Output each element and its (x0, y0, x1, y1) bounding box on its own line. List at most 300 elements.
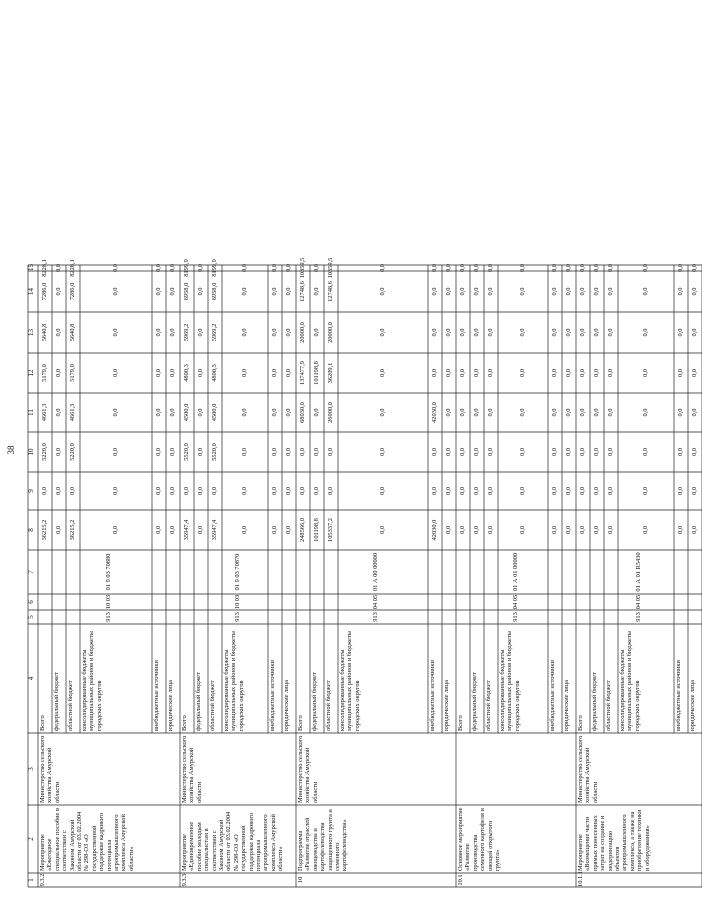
amount-cell: 0,0 (211, 487, 219, 495)
amount-cell: 0,0 (285, 287, 293, 296)
section-code: 10 03 (105, 594, 113, 610)
amount-cell: 35947,4 (211, 519, 219, 541)
amount-cell: 6958,0 (183, 282, 191, 301)
amount-cell: 0,0 (565, 369, 573, 377)
amount-cell: 0,0 (197, 328, 205, 337)
funding-source-label: Всего (297, 715, 304, 731)
funding-source-label: областной бюджет (67, 680, 74, 731)
amount-cell: 0,0 (607, 448, 615, 456)
column-number-1: 1 (27, 878, 35, 882)
amount-cell: 0,0 (445, 526, 453, 534)
amount-cell: 8199,9 (211, 259, 219, 277)
amount-cell: 0,0 (579, 264, 587, 272)
amount-cell: 0,0 (197, 408, 205, 417)
amount-cell: 7286,0 (41, 282, 49, 301)
amount-cell: 0,0 (445, 408, 453, 417)
amount-cell: 0,0 (55, 369, 63, 377)
measure-name: Мероприятие «Возмещение части прямых понесенных затрат на создание и модернизацию объектов агропромышленного комплекса, а также на приобретение техники и оборудования» (577, 809, 651, 871)
amount-cell: 0,0 (607, 526, 615, 534)
amount-cell: 0,0 (642, 448, 650, 456)
amount-cell: 0,0 (55, 448, 63, 456)
target-item-code: 01 9 03 70880 (105, 553, 113, 591)
amount-cell: 0,0 (459, 448, 467, 456)
section-code: 04 05 (635, 594, 643, 610)
amount-cell: 0,0 (112, 369, 120, 377)
amount-cell: 0,0 (379, 448, 387, 456)
amount-cell: 0,0 (691, 287, 699, 296)
amount-cell: 0,0 (241, 408, 249, 417)
executor: Министерство сельского хозяйства Амурской области (577, 735, 599, 803)
amount-cell: 0,0 (327, 487, 335, 495)
amount-cell: 0,0 (431, 328, 439, 337)
funding-source-label: внебюджетные источники (269, 660, 276, 731)
amount-cell: 0,0 (271, 369, 279, 377)
column-number-10: 10 (27, 448, 35, 456)
funding-source-label: юридические лица (689, 680, 696, 731)
amount-cell: 0,0 (55, 264, 63, 272)
amount-cell: 0,0 (55, 328, 63, 337)
row-number: 9.3.3 (181, 873, 188, 887)
funding-source-label: федеральный бюджет (311, 672, 318, 731)
amount-cell: 0,0 (551, 369, 559, 377)
amount-cell: 0,0 (459, 328, 467, 337)
amount-cell: 0,0 (285, 328, 293, 337)
amount-cell: 0,0 (473, 487, 481, 495)
amount-cell: 0,0 (473, 264, 481, 272)
amount-cell: 0,0 (112, 487, 120, 495)
amount-cell: 0,0 (445, 287, 453, 296)
target-item-code: 01 9 03 70870 (234, 553, 242, 591)
amount-cell: 0,0 (271, 526, 279, 534)
amount-cell: 101198,8 (313, 518, 321, 542)
column-number-5: 5 (27, 615, 35, 619)
amount-cell: 0,0 (565, 287, 573, 296)
amount-cell: 0,0 (551, 408, 559, 417)
amount-cell: 0,0 (551, 264, 559, 272)
amount-cell: 0,0 (691, 487, 699, 495)
amount-cell: 0,0 (155, 487, 163, 495)
amount-cell: 0,0 (155, 264, 163, 272)
amount-cell: 0,0 (519, 448, 527, 456)
amount-cell: 0,0 (55, 287, 63, 296)
amount-cell: 5220,0 (69, 443, 77, 461)
amount-cell: 0,0 (459, 487, 467, 495)
amount-cell: 0,0 (607, 264, 615, 272)
amount-cell: 0,0 (519, 526, 527, 534)
amount-cell: 0,0 (487, 448, 495, 456)
amount-cell: 0,0 (607, 369, 615, 377)
column-number-11: 11 (27, 409, 35, 416)
grbs-code: 913 (372, 612, 380, 622)
amount-cell: 0,0 (155, 526, 163, 534)
amount-cell: 105337,2 (327, 518, 335, 542)
amount-cell: 0,0 (431, 448, 439, 456)
amount-cell: 0,0 (197, 448, 205, 456)
amount-cell: 0,0 (285, 526, 293, 534)
amount-cell: 0,0 (473, 526, 481, 534)
amount-cell: 0,0 (642, 264, 650, 272)
row-number: 10.1 (457, 874, 464, 886)
amount-cell: 101198,8 (313, 361, 321, 385)
amount-cell: 0,0 (169, 448, 177, 456)
amount-cell: 0,0 (593, 408, 601, 417)
amount-cell: 0,0 (691, 328, 699, 337)
funding-source-label: консолидированные бюджеты муниципальных районов и бюджеты городских округов (339, 631, 361, 731)
funding-source-label: консолидированные бюджеты муниципальных районов и бюджеты городских округов (81, 631, 103, 731)
amount-cell: 0,0 (445, 487, 453, 495)
amount-cell: 0,0 (241, 369, 249, 377)
funding-source-label: внебюджетные источники (549, 660, 556, 731)
funding-source-label: консолидированные бюджеты муниципальных районов и бюджеты городских округов (499, 631, 521, 731)
amount-cell: 0,0 (241, 264, 249, 272)
amount-cell: 0,0 (112, 526, 120, 534)
amount-cell: 0,0 (155, 287, 163, 296)
measure-name: Мероприятие «Ежегодное специальное пособие в соответствии с Законом Амурской области от 03.02.2004 № 298-ОЗ «О государственной поддержке кадрового потенциала агропромышленного комплекса Амурской области» (39, 808, 135, 871)
amount-cell: 20000,0 (327, 322, 335, 343)
amount-cell: 0,0 (487, 328, 495, 337)
amount-cell: 0,0 (169, 487, 177, 495)
funding-source-label: областной бюджет (605, 680, 612, 731)
amount-cell: 0,0 (607, 287, 615, 296)
amount-cell: 0,0 (197, 264, 205, 272)
column-number-14: 14 (27, 288, 35, 295)
funding-source-label: областной бюджет (485, 680, 492, 731)
amount-cell: 0,0 (313, 487, 321, 495)
funding-source-label: областной бюджет (209, 680, 216, 731)
funding-source-label: Всего (39, 715, 46, 731)
amount-cell: 0,0 (379, 328, 387, 337)
amount-cell: 0,0 (593, 487, 601, 495)
amount-cell: 0,0 (677, 526, 685, 534)
amount-cell: 5520,0 (211, 443, 219, 461)
amount-cell: 0,0 (112, 264, 120, 272)
amount-cell: 0,0 (431, 287, 439, 296)
funding-source-label: областной бюджет (325, 680, 332, 731)
amount-cell: 0,0 (271, 264, 279, 272)
amount-cell: 0,0 (487, 369, 495, 377)
row-number: 10 (297, 876, 304, 884)
amount-cell: 0,0 (155, 448, 163, 456)
amount-cell: 0,0 (579, 328, 587, 337)
amount-cell: 0,0 (473, 287, 481, 296)
target-item-code: 01 А 01 R5430 (635, 552, 643, 592)
amount-cell: 0,0 (593, 328, 601, 337)
amount-cell: 0,0 (519, 369, 527, 377)
amount-cell: 0,0 (241, 487, 249, 495)
amount-cell: 0,0 (285, 448, 293, 456)
amount-cell: 0,0 (169, 408, 177, 417)
amount-cell: 0,0 (241, 526, 249, 534)
amount-cell: 0,0 (677, 408, 685, 417)
amount-cell: 0,0 (271, 487, 279, 495)
amount-cell: 0,0 (379, 408, 387, 417)
amount-cell: 0,0 (565, 328, 573, 337)
amount-cell: 0,0 (579, 487, 587, 495)
amount-cell: 0,0 (579, 287, 587, 296)
page-number: 38 (6, 445, 16, 455)
amount-cell: 0,0 (183, 487, 191, 495)
funding-source-label: федеральный бюджет (471, 672, 478, 731)
amount-cell: 0,0 (579, 408, 587, 417)
column-number-12: 12 (27, 369, 35, 377)
amount-cell: 0,0 (112, 408, 120, 417)
amount-cell: 0,0 (519, 408, 527, 417)
amount-cell: 0,0 (473, 448, 481, 456)
amount-cell: 0,0 (285, 264, 293, 272)
amount-cell: 0,0 (677, 448, 685, 456)
amount-cell: 0,0 (285, 408, 293, 417)
amount-cell: 0,0 (487, 287, 495, 296)
grbs-code: 913 (635, 612, 643, 622)
target-item-code: 01 А 00 00000 (372, 552, 380, 592)
amount-cell: 0,0 (197, 487, 205, 495)
amount-cell: 0,0 (112, 287, 120, 296)
column-number-3: 3 (27, 767, 35, 771)
funding-source-label: федеральный бюджет (591, 672, 598, 731)
amount-cell: 0,0 (642, 287, 650, 296)
amount-cell: 0,0 (691, 448, 699, 456)
funding-source-label: юридические лица (563, 680, 570, 731)
funding-source-label: юридические лица (167, 680, 174, 731)
amount-cell: 0,0 (379, 287, 387, 296)
amount-cell: 0,0 (593, 287, 601, 296)
funding-source-label: консолидированные бюджеты муниципальных районов и бюджеты городских округов (223, 631, 245, 731)
amount-cell: 0,0 (379, 264, 387, 272)
funding-source-label: внебюджетные источники (675, 660, 682, 731)
column-number-2: 2 (27, 837, 35, 841)
amount-cell: 36215,2 (41, 519, 49, 541)
amount-cell: 0,0 (197, 369, 205, 377)
amount-cell: 0,0 (445, 369, 453, 377)
amount-cell: 0,0 (299, 448, 307, 456)
amount-cell: 0,0 (677, 487, 685, 495)
amount-cell: 7286,0 (69, 282, 77, 301)
amount-cell: 0,0 (285, 487, 293, 495)
funding-source-label: юридические лица (443, 680, 450, 731)
executor: Министерство сельского хозяйства Амурской области (39, 735, 61, 803)
row-number: 9.3.2 (39, 873, 46, 887)
grbs-code: 913 (234, 612, 242, 622)
amount-cell: 4500,0 (211, 403, 219, 422)
amount-cell: 0,0 (607, 328, 615, 337)
amount-cell: 0,0 (431, 369, 439, 377)
amount-cell: 0,0 (487, 408, 495, 417)
amount-cell: 0,0 (607, 487, 615, 495)
funding-source-label: Всего (457, 715, 464, 731)
amount-cell: 0,0 (459, 287, 467, 296)
amount-cell: 0,0 (431, 487, 439, 495)
amount-cell: 0,0 (519, 264, 527, 272)
amount-cell: 0,0 (551, 526, 559, 534)
amount-cell: 12748,6 (299, 281, 307, 302)
row-number: 10.1.1 (577, 871, 584, 887)
amount-cell: 0,0 (473, 328, 481, 337)
amount-cell: 0,0 (519, 487, 527, 495)
amount-cell: 0,0 (642, 526, 650, 534)
amount-cell: 12748,6 (327, 281, 335, 302)
amount-cell: 8199,9 (183, 259, 191, 277)
amount-cell: 0,0 (593, 526, 601, 534)
amount-cell: 0,0 (379, 369, 387, 377)
funding-source-label: внебюджетные источники (429, 660, 436, 731)
amount-cell: 0,0 (551, 328, 559, 337)
funding-source-label: консолидированные бюджеты муниципальных районов и бюджеты городских округов (619, 631, 641, 731)
funding-source-label: Всего (181, 715, 188, 731)
amount-cell: 10359,5 (299, 257, 307, 279)
amount-cell: 0,0 (313, 328, 321, 337)
amount-cell: 36209,1 (327, 362, 335, 384)
column-number-8: 8 (27, 528, 35, 532)
funding-source-label: юридические лица (283, 680, 290, 731)
amount-cell: 0,0 (112, 448, 120, 456)
amount-cell: 137477,9 (299, 361, 307, 385)
amount-cell: 0,0 (565, 526, 573, 534)
executor (456, 733, 576, 805)
amount-cell: 5640,8 (69, 323, 77, 342)
amount-cell: 4661,3 (69, 403, 77, 422)
measure-name: Подпрограмма «Развитие отраслей овощеводства и картофелеводства защищенного грунта и семенного картофелеводства» (297, 809, 349, 871)
amount-cell: 0,0 (169, 264, 177, 272)
amount-cell: 0,0 (565, 264, 573, 272)
funding-source-label: федеральный бюджет (53, 672, 60, 731)
amount-cell: 0,0 (579, 369, 587, 377)
amount-cell: 0,0 (691, 264, 699, 272)
column-number-13: 13 (27, 329, 35, 336)
amount-cell: 0,0 (519, 328, 527, 337)
amount-cell: 0,0 (565, 448, 573, 456)
amount-cell: 0,0 (169, 526, 177, 534)
amount-cell: 26000,0 (327, 402, 335, 423)
funding-source-label: Всего (577, 715, 584, 731)
column-number-7: 7 (27, 570, 35, 574)
amount-cell: 0,0 (551, 287, 559, 296)
amount-cell: 0,0 (285, 369, 293, 377)
amount-cell: 0,0 (551, 448, 559, 456)
amount-cell: 0,0 (299, 487, 307, 495)
amount-cell: 4661,3 (41, 403, 49, 422)
section-code: 10 03 (234, 594, 242, 610)
amount-cell: 0,0 (459, 408, 467, 417)
amount-cell: 5179,0 (41, 364, 49, 382)
amount-cell: 0,0 (69, 487, 77, 495)
amount-cell: 5640,8 (41, 323, 49, 342)
amount-cell: 0,0 (473, 408, 481, 417)
amount-cell: 5969,2 (211, 323, 219, 342)
amount-cell: 0,0 (271, 408, 279, 417)
amount-cell: 0,0 (565, 487, 573, 495)
funding-source-label: федеральный бюджет (195, 672, 202, 731)
amount-cell: 0,0 (593, 448, 601, 456)
amount-cell: 0,0 (691, 408, 699, 417)
amount-cell: 68030,0 (299, 402, 307, 423)
amount-cell: 8228,1 (41, 259, 49, 277)
amount-cell: 0,0 (379, 487, 387, 495)
amount-cell: 0,0 (579, 448, 587, 456)
amount-cell: 248566,0 (299, 518, 307, 542)
amount-cell: 10359,5 (327, 257, 335, 279)
amount-cell: 0,0 (241, 328, 249, 337)
amount-cell: 0,0 (313, 448, 321, 456)
amount-cell: 35947,4 (183, 519, 191, 541)
amount-cell: 0,0 (155, 369, 163, 377)
amount-cell: 0,0 (459, 264, 467, 272)
column-number-6: 6 (27, 600, 35, 604)
amount-cell: 0,0 (271, 287, 279, 296)
measure-name: Основное мероприятие «Развитие производства семенного картофеля и овощей открытого грунта» (457, 807, 502, 871)
amount-cell: 0,0 (473, 369, 481, 377)
amount-cell: 0,0 (155, 408, 163, 417)
amount-cell: 0,0 (565, 408, 573, 417)
amount-cell: 0,0 (241, 448, 249, 456)
amount-cell: 0,0 (642, 487, 650, 495)
amount-cell: 5179,0 (69, 364, 77, 382)
amount-cell: 0,0 (642, 369, 650, 377)
amount-cell: 5969,2 (183, 323, 191, 342)
amount-cell: 0,0 (487, 487, 495, 495)
amount-cell: 0,0 (55, 526, 63, 534)
funding-source-label: внебюджетные источники (153, 660, 160, 731)
amount-cell: 42030,0 (431, 519, 439, 541)
amount-cell: 0,0 (197, 287, 205, 296)
amount-cell: 0,0 (677, 287, 685, 296)
amount-cell: 0,0 (677, 264, 685, 272)
grbs-code: 913 (105, 612, 113, 622)
amount-cell: 0,0 (55, 487, 63, 495)
amount-cell: 0,0 (313, 408, 321, 417)
amount-cell: 0,0 (487, 526, 495, 534)
amount-cell: 0,0 (379, 526, 387, 534)
amount-cell: 0,0 (169, 287, 177, 296)
amount-cell: 0,0 (271, 448, 279, 456)
amount-cell: 0,0 (41, 487, 49, 495)
section-code: 04 05 (372, 594, 380, 610)
amount-cell: 0,0 (445, 264, 453, 272)
amount-cell: 0,0 (691, 369, 699, 377)
amount-cell: 0,0 (691, 526, 699, 534)
target-item-code: 01 А 01 00000 (512, 552, 520, 592)
column-number-9: 9 (27, 489, 35, 493)
amount-cell: 4500,0 (183, 403, 191, 422)
executor: Министерство сельского хозяйства Амурской области (297, 735, 319, 803)
amount-cell: 0,0 (642, 408, 650, 417)
amount-cell: 0,0 (112, 328, 120, 337)
amount-cell: 42030,0 (431, 402, 439, 423)
amount-cell: 6958,0 (211, 282, 219, 301)
measure-name: Мероприятие «Единовременное пособие молодым специалистам в соответствии с Законом Амурской области от 03.02.2004 № 298-ОЗ «О государственной поддержке кадрового потенциала агропромышленного комплекса Амурской области» (181, 811, 285, 871)
amount-cell: 0,0 (459, 369, 467, 377)
amount-cell: 0,0 (487, 264, 495, 272)
amount-cell: 0,0 (241, 287, 249, 296)
column-number-15: 15 (27, 264, 35, 271)
amount-cell: 0,0 (677, 369, 685, 377)
amount-cell: 4800,3 (211, 364, 219, 382)
amount-cell: 0,0 (169, 328, 177, 337)
amount-cell: 0,0 (607, 408, 615, 417)
amount-cell: 0,0 (327, 448, 335, 456)
amount-cell: 0,0 (431, 264, 439, 272)
amount-cell: 4800,3 (183, 364, 191, 382)
amount-cell: 0,0 (593, 264, 601, 272)
amount-cell: 0,0 (459, 526, 467, 534)
amount-cell: 0,0 (642, 328, 650, 337)
amount-cell: 0,0 (551, 487, 559, 495)
column-number-4: 4 (27, 676, 35, 681)
amount-cell: 0,0 (519, 287, 527, 296)
amount-cell: 0,0 (445, 448, 453, 456)
amount-cell: 8228,1 (69, 259, 77, 277)
amount-cell: 5520,0 (183, 443, 191, 461)
amount-cell: 20000,0 (299, 322, 307, 343)
